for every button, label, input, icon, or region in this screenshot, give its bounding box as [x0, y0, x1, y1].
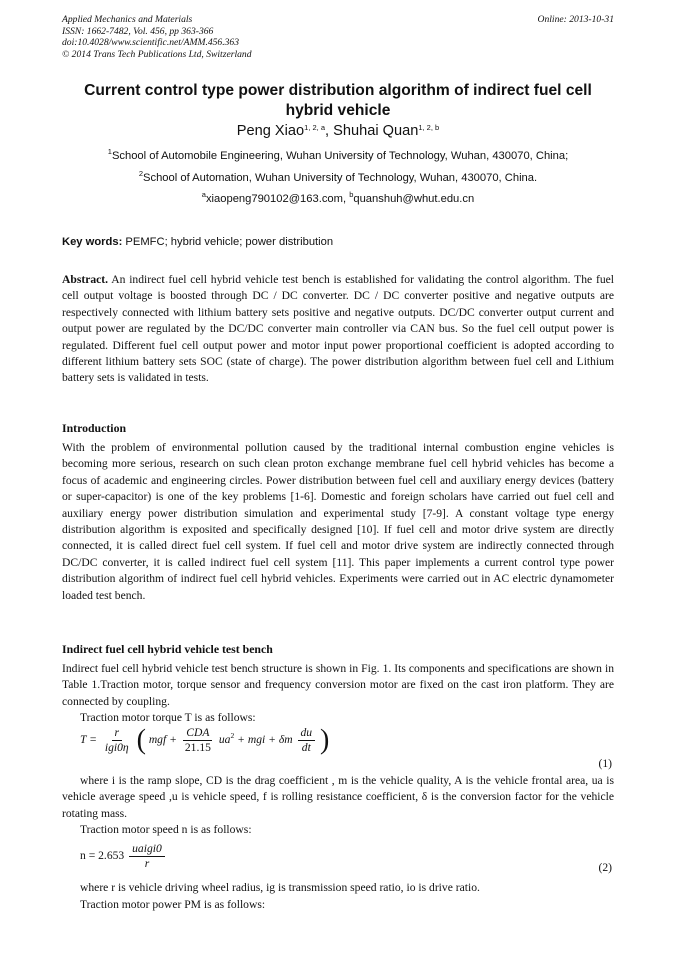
doi-line: doi:10.4028/www.scientific.net/AMM.456.363: [62, 37, 240, 49]
torque-intro: Traction motor torque T is as follows:: [80, 711, 256, 724]
eq1-frac-den: igi0η: [104, 741, 129, 754]
equation-2: [80, 842, 167, 871]
affil-text: School of Automation, Wuhan University of Technology, Wuhan, 430070, China.: [143, 172, 538, 184]
eq1-frac-num: CDA: [183, 726, 212, 741]
paper-title: [62, 81, 614, 121]
eq1-fraction: [102, 726, 132, 755]
author-name: Peng Xiao: [236, 123, 305, 139]
journal-header: [62, 14, 252, 60]
where-2: where r is vehicle driving wheel radius, ig is transmission speed ratio, io is drive ratio.: [80, 881, 480, 894]
abstract: [62, 272, 614, 387]
eq1-frac-den: dt: [301, 741, 311, 754]
keywords-text: PEMFC; hybrid vehicle; power distribution: [122, 236, 334, 248]
copyright-line: © 2014 Trans Tech Publications Ltd, Switzerland: [62, 48, 252, 60]
affil-sup: 2: [138, 169, 144, 178]
email-link[interactable]: quanshuh@whut.edu.cn: [353, 193, 475, 205]
author-emails: [62, 190, 614, 205]
eq2-frac-den: r: [144, 857, 150, 870]
eq1-frac-num: du: [298, 726, 316, 741]
journal-name: Applied Mechanics and Materials: [62, 14, 193, 25]
author-name: Shuhai Quan: [333, 123, 419, 139]
abstract-label: Abstract.: [62, 273, 109, 286]
issn-line: ISSN: 1662-7482, Vol. 456, pp 363-366: [62, 25, 214, 37]
introduction-heading: Introduction: [62, 421, 127, 435]
eq1-fraction: [182, 726, 214, 755]
author-affil-sup: 1, 2, b: [418, 123, 440, 132]
eq2-frac-num: uaigi0: [129, 842, 165, 857]
abstract-text: An indirect fuel cell hybrid vehicle test bench is established for validating the control algorithm. The fuel cell output voltage is boosted through DC / DC converter. DC / DC converter positive and negative outputs are respectively connected with lithium battery sets positive and negative outputs. DC/DC converter output current and output power are regulated by the DC/DC converter main controller via CAN bus. So the fuel cell output power is regulated. Different fuel cell output power and motor input power proportional coefficient is adopted according to different lithium battery sets SOC (state of charge). The power distribution algorithm between fuel cell and Lithium battery sets is validated in tests.: [62, 273, 614, 385]
where-1: where i is the ramp slope, CD is the drag coefficient , m is the vehicle quality, A is the vehicle frontal area, ua is vehicle average speed ,u is vehicle speed, f is rolling resistance coefficient, δ is the conversion factor for the vehicle rotating mass.: [62, 774, 614, 820]
author-affil-sup: 1, 2, a: [304, 123, 326, 132]
affil-sup: 1: [107, 147, 112, 156]
bench-heading: Indirect fuel cell hybrid vehicle test bench: [62, 642, 273, 656]
keywords: [62, 236, 333, 248]
email-separator: ,: [342, 193, 350, 205]
affil-text: School of Automobile Engineering, Wuhan University of Technology, Wuhan, 430070, China;: [111, 150, 569, 162]
eq1-exponent: 2: [230, 731, 235, 741]
email-sup: a: [201, 190, 206, 199]
equation-number: (2): [598, 861, 612, 874]
author-separator: ,: [325, 123, 334, 139]
author-list: [62, 123, 614, 139]
eq1-frac-num: r: [112, 726, 123, 741]
affiliation-1: [62, 147, 614, 162]
bench-text: Indirect fuel cell hybrid vehicle test bench structure is shown in Fig. 1. Its components and specifications are shown in Table 1.Traction motor, torque sensor and frequency conversion motor are fixed on the cast iron platform. They are connected by coupling.: [62, 662, 614, 708]
introduction-text: With the problem of environmental pollution caused by the traditional internal combustion engine vehicles is becoming more serious, research on such clean proton exchange membrane fuel cell hybrid vehicles has become a focus of academic and engineering circles. Power distribution between fuel cell and auxiliary energy devices (battery or super-capacitor) is one of the key problems [1-6]. Domestic and foreign scholars have carried out fuel cell and auxiliary energy power distribution simulation and experimental study [7-9]. A constant voltage type energy distribution algorithm is exposited and specifically designed [10]. If fuel cell and motor drive system are directly connected, it is called direct fuel cell system. If fuel cell and motor drive system are indirectly connected through DC/DC converter, it is called indirect fuel cell system [11]. This paper implements a current control type power distribution algorithm of indirect fuel cell hybrid vehicles. Experiments were carried out in AC electric dynamometer loaded test bench.: [62, 441, 614, 602]
eq1-term: + mgi + δm: [237, 733, 293, 747]
left-paren: (: [136, 724, 146, 756]
eq1-term: ua: [218, 733, 231, 747]
power-intro: Traction motor power PM is as follows:: [80, 898, 266, 911]
eq2-fraction: [129, 842, 165, 871]
speed-intro: Traction motor speed n is as follows:: [80, 823, 252, 836]
title-line-2: hybrid vehicle: [285, 102, 391, 119]
keywords-label: Key words:: [62, 236, 123, 248]
affiliation-2: [62, 169, 614, 184]
equation-1: [80, 726, 329, 755]
eq2-lhs: n = 2.653: [80, 849, 125, 863]
email-link[interactable]: xiaopeng790102@163.com: [205, 193, 343, 205]
equation-number: (1): [598, 757, 612, 770]
eq1-fraction: [298, 726, 316, 755]
online-date: Online: 2013-10-31: [537, 14, 614, 25]
email-sup: b: [349, 190, 354, 199]
eq1-term: mgf +: [148, 733, 177, 747]
title-line-1: Current control type power distribution algorithm of indirect fuel cell: [84, 82, 592, 99]
eq1-frac-den: 21.15: [184, 741, 211, 754]
right-paren: ): [320, 724, 330, 756]
eq1-lhs: T =: [80, 733, 97, 747]
